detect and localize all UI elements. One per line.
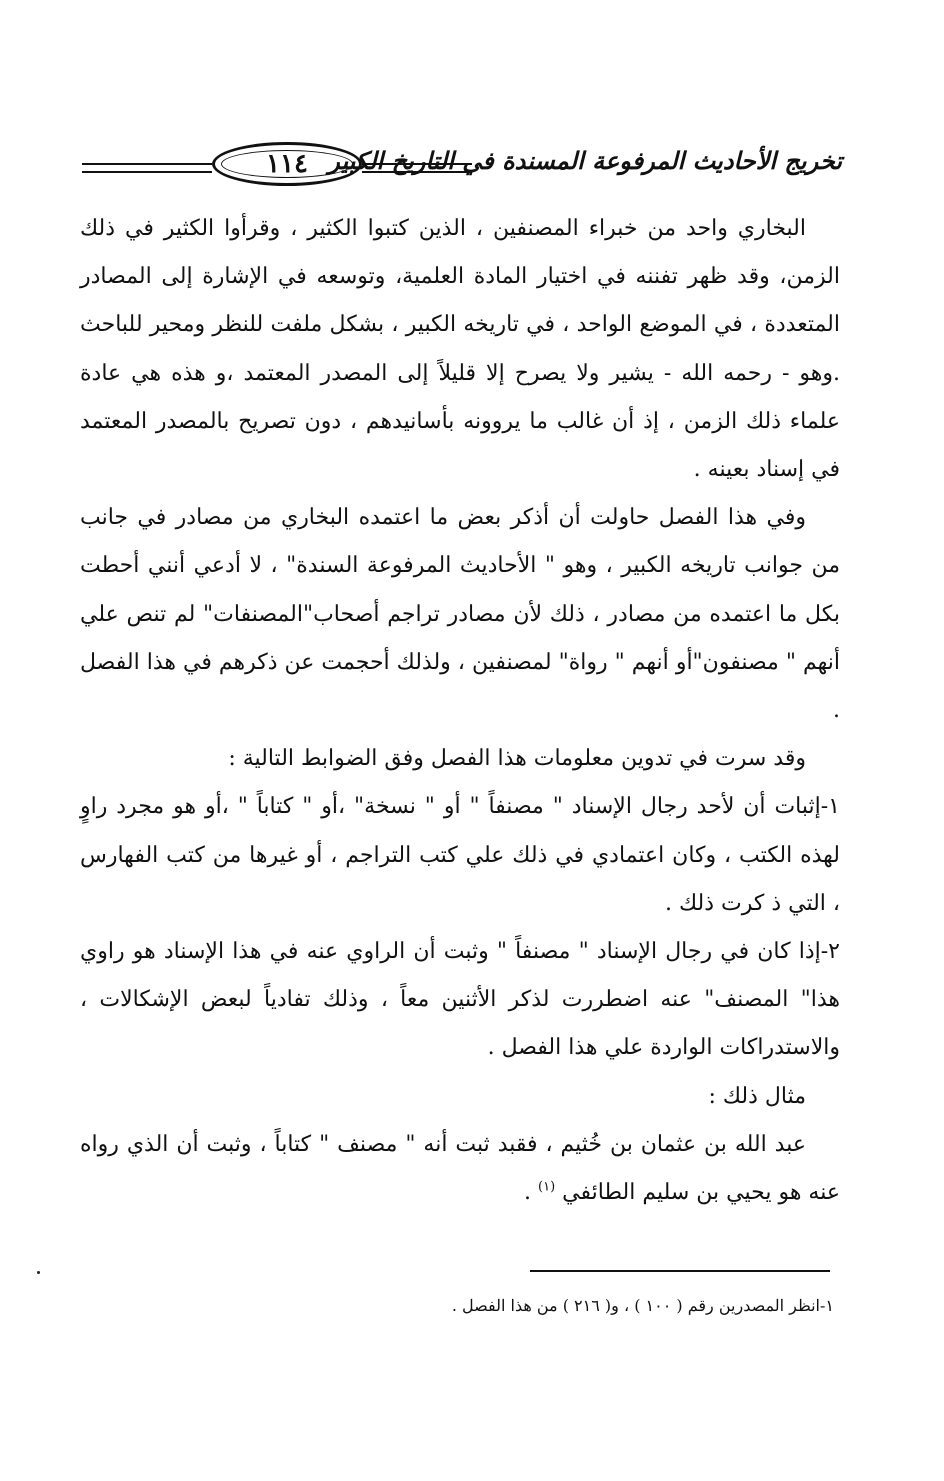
page-number: ١١٤ [212,142,362,186]
running-header [82,140,842,190]
page-speck [37,1271,40,1274]
paragraph-intro: البخاري واحد من خبراء المصنفين ، الذين كتبوا الكثير ، وقرأوا الكثير في ذلك الزمن، وقد ظهر تفننه في اختيار المادة العلمية، وتوسعه في الإشارة إلى المصادر المتعددة ، في الموضع الواحد ، في تاريخه الكبير ، بشكل ملفت للنظر ومحير للباحث .وهو - رحمه الله - يشير ولا يصرح إلا قليلاً إلى المصدر المعتمد ،و هذه هي عادة علماء ذلك الزمن ، إذ أن غالب ما يروونه بأسانيدهم ، دون تصريح بالمصدر المعتمد في إسناد بعينه . [80,216,840,483]
header-title: تخريج الأحاديث المرفوعة المسندة في التاريخ الكبير [328,146,842,175]
footnote: ١-انظر المصدرين رقم ( ١٠٠ ) ، و( ٢١٦ ) من هذا الفصل . [451,1296,834,1315]
paragraph-chapter-scope: وفي هذا الفصل حاولت أن أذكر بعض ما اعتمده البخاري من مصادر في جانب من جوانب تاريخه الكبير ، وهو " الأحاديث المرفوعة السندة" ، لا أدعي أنني أحطت بكل ما اعتمده من مصادر ، ذلك لأن مصادر تراجم أصحاب"المصنفات" لم تنص علي أنهم " مصنفون"أو أنهم " رواة" لمصنفين ، ولذلك أحجمت عن ذكرهم في هذا الفصل . [80,505,840,724]
example-heading: مثال ذلك : [708,1083,806,1109]
example-end: . [524,1180,539,1206]
footnote-reference: (١) [538,1179,556,1195]
footnote-divider [530,1270,830,1272]
example-paragraph [80,1121,840,1217]
body-text [80,205,840,1217]
criterion-2: ٢-إذا كان في رجال الإسناد " مصنفاً " وثبت أن الراوي عنه في هذا الإسناد هو راوي هذا" المصنف" عنه اضطررت لذكر الأثنين معاً ، وذلك تفادياً لبعض الإشكالات ، والاستدراكات الواردة علي هذا الفصل . [80,939,840,1061]
paragraph-criteria-intro: وقد سرت في تدوين معلومات هذا الفصل وفق الضوابط التالية : [228,746,806,772]
header-rule-left [82,163,212,173]
criterion-1: ١-إثبات أن لأحد رجال الإسناد " مصنفاً " أو " نسخة" ،أو " كتاباً " ،أو هو مجرد راوٍ لهذه الكتب ، وكان اعتمادي في ذلك علي كتب التراجم ، أو غيرها من كتب الفهارس ، التي ذ كرت ذلك . [80,794,840,916]
example-text: عبد الله بن عثمان بن خُثيم ، فقبد ثبت أنه " مصنف " كتاباً ، وثبت أن الذي رواه عنه هو يحيي بن سليم الطائفي [80,1131,840,1206]
